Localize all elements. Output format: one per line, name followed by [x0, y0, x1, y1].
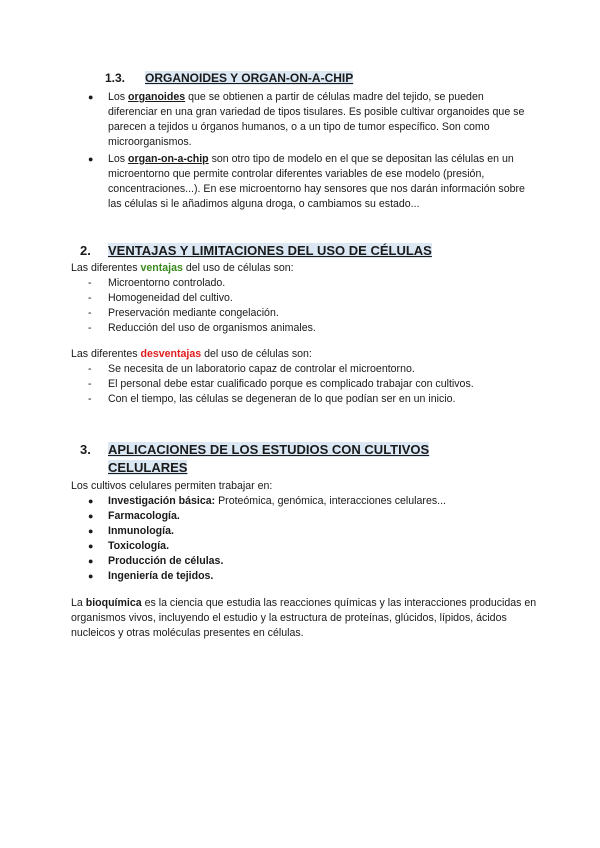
list-item: - Reducción del uso de organismos animales. — [88, 322, 316, 334]
section-number: 2. — [80, 243, 91, 258]
list-item: ● Farmacología. — [88, 510, 180, 522]
list-item: - El personal debe estar cualificado porque es complicado trabajar con cultivos. — [88, 378, 474, 390]
list-item: - Se necesita de un laboratorio capaz de controlar el microentorno. — [88, 363, 415, 375]
list-item: ● Inmunología. — [88, 525, 174, 537]
list-item: ● Los organoides que se obtienen a partir de células madre del tejido, se pueden diferenciar en una gran variedad de tipos tisulares. Es posible cultivar organoides que se parecen a tejidos u órganos humanos, o a un tipo de tumor específico. Son como microorganismos. — [88, 91, 525, 148]
section-2-heading — [80, 242, 432, 260]
bullet-icon: ● — [88, 571, 94, 581]
list-item: - Con el tiempo, las células se degeneran de lo que podían ser en un inicio. — [88, 393, 456, 405]
list-item: ● Investigación básica: Proteómica, genómica, interacciones celulares... — [88, 495, 446, 507]
bullet-icon: ● — [88, 92, 94, 102]
list-item: - Homogeneidad del cultivo. — [88, 292, 233, 304]
section-3-heading-line2 — [108, 459, 187, 477]
section-number: 1.3. — [105, 71, 126, 85]
section-title: ORGANOIDES Y ORGAN-ON-A-CHIP — [145, 71, 354, 85]
section-number: 3. — [80, 442, 91, 457]
bullet-icon: ● — [88, 154, 94, 164]
list-item: ● Ingeniería de tejidos. — [88, 570, 214, 582]
section-3-heading — [80, 441, 429, 459]
list-item: ● Los organ-on-a-chip son otro tipo de modelo en el que se depositan las células en un microentorno que permite controlar diferentes variables de ese modelo (presión, concentraciones...). En ese microentorno hay sensores que nos darán información sobre las células si le añadimos alguna droga, o cambiamos su estado... — [88, 153, 525, 210]
desventajas-word: desventajas — [140, 348, 202, 360]
bioquimica-paragraph: La bioquímica es la ciencia que estudia las reacciones químicas y las interacciones producidas en organismos vivos, incluyendo el estudio y la estructura de proteínas, glúcidos, lípidos, ácidos nucleicos y otras moléculas presentes en células. — [71, 597, 537, 639]
bullet-icon: ● — [88, 541, 94, 551]
list-item: - Preservación mediante congelación. — [88, 307, 279, 319]
aplicaciones-list — [88, 494, 538, 584]
ventajas-word: ventajas — [140, 262, 183, 274]
section-title-line1: APLICACIONES DE LOS ESTUDIOS CON CULTIVOS — [108, 442, 430, 457]
list-item: ● Toxicología. — [88, 540, 170, 552]
section-1-3-heading — [105, 71, 353, 86]
desventajas-intro: Las diferentes desventajas del uso de células son: — [71, 348, 312, 360]
organoids-bullet-list — [88, 90, 528, 214]
ventajas-list — [88, 276, 538, 336]
ventajas-intro: Las diferentes ventajas del uso de células son: — [71, 262, 294, 274]
section-title: VENTAJAS Y LIMITACIONES DEL USO DE CÉLULAS — [108, 243, 432, 258]
bullet-icon: ● — [88, 556, 94, 566]
bullet-icon: ● — [88, 496, 94, 506]
bullet-icon: ● — [88, 511, 94, 521]
cultivos-intro: Los cultivos celulares permiten trabajar en: — [71, 480, 273, 492]
section-title-line2: CELULARES — [108, 460, 188, 475]
bioquimica-word: bioquímica — [85, 597, 142, 609]
term-organoides: organoides — [128, 91, 186, 103]
list-item: ● Producción de células. — [88, 555, 224, 567]
desventajas-list — [88, 362, 538, 407]
term-organ-on-a-chip: organ-on-a-chip — [128, 153, 209, 165]
list-item: - Microentorno controlado. — [88, 277, 226, 289]
bullet-icon: ● — [88, 526, 94, 536]
